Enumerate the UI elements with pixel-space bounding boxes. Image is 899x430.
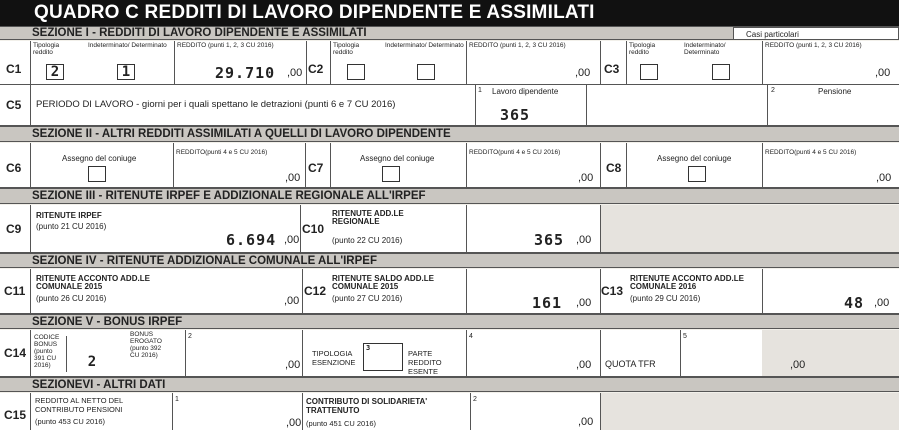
casi-particolari-label: Casi particolari (746, 30, 799, 39)
section-6-title: SEZIONEVI - ALTRI DATI (32, 379, 166, 391)
casi-particolari-field[interactable] (733, 27, 899, 40)
section-4-header (0, 253, 899, 268)
c5-lavoro-label: Lavoro dipendente (492, 87, 559, 96)
c2-tipologia-field[interactable] (347, 64, 365, 80)
c5-pensione-label: Pensione (818, 87, 852, 96)
form-title: QUADRO C REDDITI DI LAVORO DIPENDENTE E ASSIMILATI (0, 0, 899, 26)
c11-title: RITENUTE ACCONTO ADD.LE COMUNALE 2015 (36, 274, 150, 291)
c1-reddito-value[interactable]: 29.710 (215, 64, 276, 82)
c15-contributo-decimal[interactable]: ,00 (578, 416, 594, 428)
c3-indeterminato-label: Indeterminato/ Determinato (684, 42, 726, 56)
c14-tipologia-label: TIPOLOGIA ESENZIONE (312, 349, 356, 367)
c14-quota-label: QUOTA TFR (605, 359, 656, 369)
c7-reddito-label: REDDITO(punti 4 e 5 CU 2016) (469, 149, 561, 156)
row-c14-label: C14 (4, 346, 27, 360)
c12-value[interactable]: 161 (532, 294, 563, 312)
c15-contributo-label: CONTRIBUTO DI SOLIDARIETA' TRATTENUTO (306, 397, 428, 415)
section-4-title: SEZIONE IV - RITENUTE ADDIZIONALE COMUNALE ALL'IRPEF (32, 255, 377, 267)
c2-reddito-label: REDDITO (punti 1, 2, 3 CU 2016) (469, 42, 566, 49)
c8-assegno-label: Assegno del coniuge (657, 154, 732, 163)
c12-decimal: ,00 (576, 297, 592, 309)
c8-reddito-decimal[interactable]: ,00 (876, 172, 892, 184)
c3-indeterminato-field[interactable] (712, 64, 730, 80)
c3-reddito-label: REDDITO (punti 1, 2, 3 CU 2016) (765, 42, 862, 49)
c10-sub: (punto 22 CU 2016) (332, 236, 403, 245)
c12-title: RITENUTE SALDO ADD.LE COMUNALE 2015 (332, 274, 434, 291)
section-3-header (0, 188, 899, 204)
section-1-title: SEZIONE I - REDDITI DI LAVORO DIPENDENTE E ASSIMILATI (32, 27, 367, 39)
c9-value[interactable]: 6.694 (226, 231, 277, 249)
row-c3-label: C3 (604, 62, 620, 76)
c1-tipologia-label: Tipologia reddito (33, 42, 60, 56)
c7-assegno-field[interactable] (382, 166, 400, 182)
c11-decimal[interactable]: ,00 (284, 295, 300, 307)
c14-bonus-decimal[interactable]: ,00 (285, 359, 301, 371)
section-2-header (0, 126, 899, 142)
c7-reddito-decimal[interactable]: ,00 (578, 172, 594, 184)
c14-codice-field[interactable]: 2 (70, 355, 114, 371)
c9-title: RITENUTE IRPEF (36, 211, 102, 220)
c14-bonus-label: BONUS EROGATO (punto 392 CU 2016) (130, 331, 162, 359)
c5-lavoro-value[interactable]: 365 (500, 106, 531, 124)
c3-reddito-decimal[interactable]: ,00 (875, 67, 891, 79)
c1-reddito-label: REDDITO (punti 1, 2, 3 CU 2016) (177, 42, 274, 49)
c1-indeterminato-field[interactable]: 1 (117, 64, 135, 80)
c14-codice-label: CODICE BONUS (punto 391 CU 2016) (34, 334, 60, 369)
c15-reddito-sub: (punto 453 CU 2016) (35, 417, 106, 426)
row-c13-label: C13 (601, 284, 624, 298)
c3-tipologia-field[interactable] (640, 64, 658, 80)
c12-sub: (punto 27 CU 2016) (332, 294, 403, 303)
c5-description: PERIODO DI LAVORO - giorni per i quali spettano le detrazioni (punti 6 e 7 CU 2016) (36, 99, 396, 110)
c14-tipologia-field[interactable]: 3 (363, 343, 403, 371)
c11-sub: (punto 26 CU 2016) (36, 294, 107, 303)
section-6-header (0, 377, 899, 392)
c15-reddito-label: REDDITO AL NETTO DEL CONTRIBUTO PENSIONI (35, 396, 123, 414)
c9-decimal: ,00 (284, 234, 300, 246)
quadro-c-form: QUADRO C REDDITI DI LAVORO DIPENDENTE E ASSIMILATI SEZIONE I - REDDITI DI LAVORO DIPENDENTE E ASSIMILATI Casi particolari C1 Tipologia reddito 2 Indeterminato/ Determinato 1 REDDITO (punti 1, 2, 3 CU 2016) 29.710 ,00 C2 Tipologia reddito Indeterminato/ Determinato REDDITO (punti 1, 2, 3 CU 2016) ,00 C3 Tipologia reddito Indeterminato/ Determinato REDDITO (punti 1, 2, 3 CU 2016) ,00 C5 PERIODO DI LAVORO - giorni per i quali spettano le detrazioni (punti 6 e 7 CU 2016) 1 Lavoro dipendente 365 2 Pensione SEZIONE II - ALTRI REDDITI ASSIMILATI A QUELLI DI LAVORO DIPENDENTE C6 Assegno del coniuge REDDITO(punti 4 e 5 CU 2016) ,00 C7 Assegno del coniuge REDDITO(punti 4 e 5 CU 2016) ,00 C8 Assegno del coniuge REDDITO(punti 4 e 5 CU 2016) ,00 SEZIONE III - RITENUTE IRPEF E ADDIZIONALE REGIONALE ALL'IRPEF C9 RITENUTE IRPEF (punto 21 CU 2016) 6.694 ,00 C10 RITENUTE ADD.LE REGIONALE (punto 22 CU 2016) 365 ,00 SEZIONE IV - RITENUTE ADDIZIONALE COMUNALE ALL'IRPEF C11 RITENUTE ACCONTO ADD.LE COMUNALE 2015 (punto 26 CU 2016) ,00 C12 RITENUTE SALDO ADD.LE COMUNALE 2015 (punto 27 CU 2016) 161 ,00 C13 RITENUTE ACCONTO ADD.LE COMUNALE 2016 (punto 29 CU 2016) 48 ,00 SEZIONE V - BONUS IRPEF C14 CODICE BONUS (punto 391 CU 2016) 2 BONUS EROGATO (punto 392 CU 2016) 2 ,00 TIPOLOGIA ESENZIONE 3 PARTE REDDITO ESENTE 4 ,00 QUOTA TFR 5 ,00 SEZIONEVI - ALTRI DATI C15 REDDITO AL NETTO DEL CONTRIBUTO PENSIONI (punto 453 CU 2016) 1 ,00 CONTRIBUTO DI SOLIDARIETA' TRATTENUTO (punto 451 CU 2016) 2 ,00 (0, 0, 899, 430)
row-c15-label: C15 (4, 408, 27, 422)
c6-assegno-field[interactable] (88, 166, 106, 182)
section-2-title: SEZIONE II - ALTRI REDDITI ASSIMILATI A QUELLI DI LAVORO DIPENDENTE (32, 128, 451, 140)
c9-sub: (punto 21 CU 2016) (36, 222, 107, 231)
c15-reddito-decimal[interactable]: ,00 (286, 417, 302, 429)
c1-tipologia-field[interactable]: 2 (46, 64, 64, 80)
c14-quota-decimal[interactable]: ,00 (790, 359, 806, 371)
section-3-title: SEZIONE III - RITENUTE IRPEF E ADDIZIONALE REGIONALE ALL'IRPEF (32, 190, 426, 202)
c10-title: RITENUTE ADD.LE REGIONALE (332, 209, 404, 226)
section-5-header (0, 314, 899, 329)
c3-tipologia-label: Tipologia reddito (629, 42, 656, 56)
row-c1-label: C1 (6, 62, 22, 76)
c2-indeterminato-label: Indeterminato/ Determinato (385, 42, 464, 49)
c13-title: RITENUTE ACCONTO ADD.LE COMUNALE 2016 (630, 274, 744, 291)
c6-reddito-label: REDDITO(punti 4 e 5 CU 2016) (176, 149, 268, 156)
row-c10-label: C10 (302, 222, 325, 236)
row-c5-label: C5 (6, 98, 22, 112)
c6-assegno-label: Assegno del coniuge (62, 154, 137, 163)
c2-tipologia-label: Tipologia reddito (333, 42, 360, 56)
c2-indeterminato-field[interactable] (417, 64, 435, 80)
c7-assegno-label: Assegno del coniuge (360, 154, 435, 163)
row-c9-label: C9 (6, 222, 22, 236)
c8-assegno-field[interactable] (688, 166, 706, 182)
row-c11-label: C11 (4, 284, 26, 298)
row-c6-label: C6 (6, 161, 22, 175)
row-c2-label: C2 (308, 62, 324, 76)
c14-parte-label: PARTE REDDITO ESENTE (408, 349, 442, 376)
c13-value[interactable]: 48 (844, 294, 865, 312)
c8-reddito-label: REDDITO(punti 4 e 5 CU 2016) (765, 149, 857, 156)
row-c7-label: C7 (308, 161, 324, 175)
c1-indeterminato-label: Indeterminato/ Determinato (88, 42, 167, 49)
c6-reddito-decimal[interactable]: ,00 (285, 172, 301, 184)
c1-reddito-decimal: ,00 (287, 67, 303, 79)
section-5-title: SEZIONE V - BONUS IRPEF (32, 316, 183, 328)
c10-value[interactable]: 365 (534, 231, 565, 249)
c13-sub: (punto 29 CU 2016) (630, 294, 701, 303)
c14-parte-decimal[interactable]: ,00 (576, 359, 592, 371)
row-c8-label: C8 (606, 161, 622, 175)
c2-reddito-decimal[interactable]: ,00 (575, 67, 591, 79)
c13-decimal: ,00 (874, 297, 890, 309)
row-c12-label: C12 (304, 284, 327, 298)
c15-contributo-sub: (punto 451 CU 2016) (306, 419, 377, 428)
c10-decimal: ,00 (576, 234, 592, 246)
